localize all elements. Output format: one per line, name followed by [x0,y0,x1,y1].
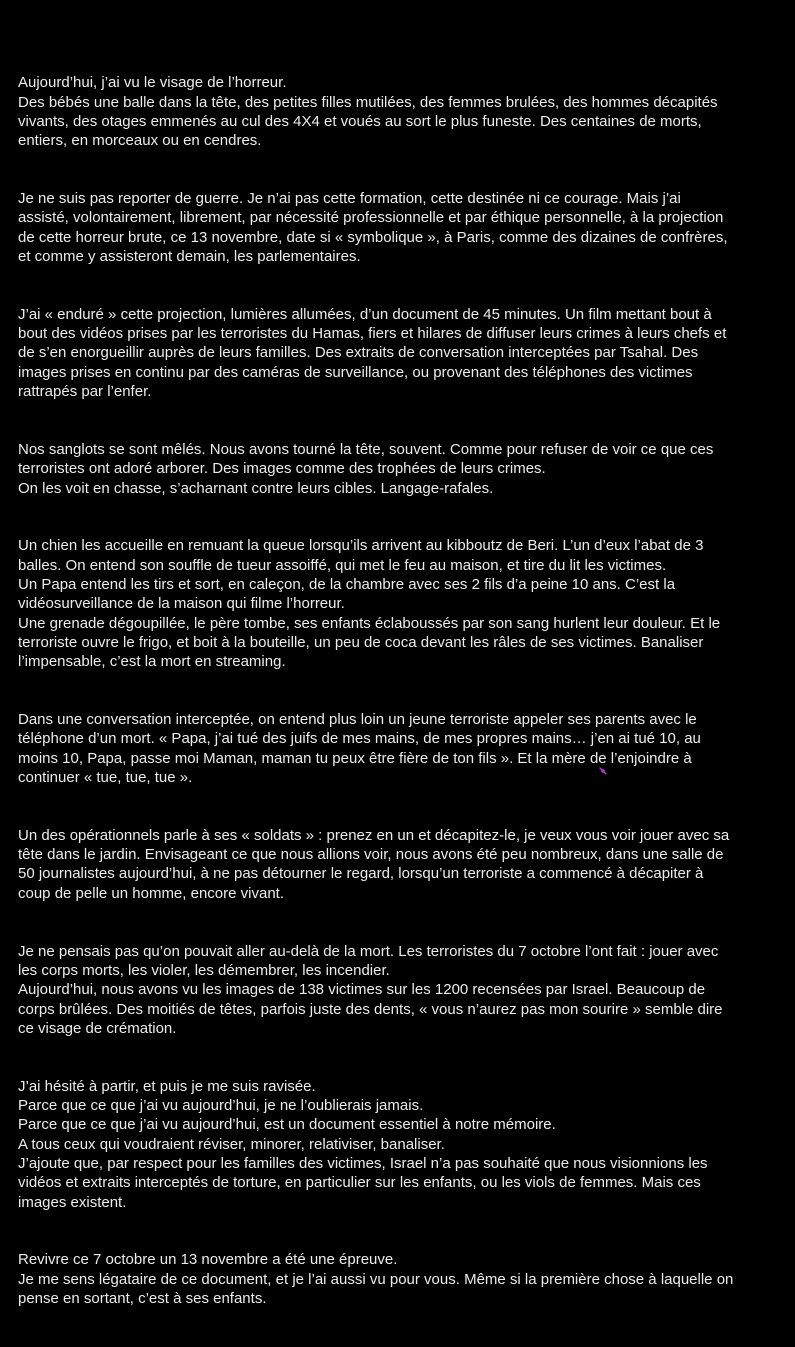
paragraph-1: Aujourd’hui, j’ai vu le visage de l’horreur. Des bébés une balle dans la tête, des petites filles mutilées, des femmes brulées, des hommes décapités vivants, des otages emmenés au cul des 4X4 et voués au sort le plus funeste. Des centaines de morts, entiers, en morceaux ou en cendres. [18,74,718,150]
paragraph-4: Nos sanglots se sont mêlés. Nous avons tourné la tête, souvent. Comme pour refuser de voir ce que ces terroristes ont adoré arborer. Des images comme des trophées de leurs crimes. On les voit en chasse, s’acharnant contre leurs cibles. Langage-rafales. [18,440,714,497]
paragraph-6: Dans une conversation interceptée, on entend plus loin un jeune terroriste appeler ses parents avec le téléphone d’un mort. « Papa, j’ai tué des juifs de mes mains, de mes propres mains… j’en ai tué 10, au moins 10, Papa, passe moi Maman, maman tu peux être fière de ton fils ». Et la mère de l’enjoindre à continuer « tue, tue, tue ». [18,711,701,786]
paragraph-8: Je ne pensais pas qu’on pouvait aller au-delà de la mort. Les terroristes du 7 octobre l’ont fait : jouer avec les corps morts, les violer, les démembrer, les incendier. Aujourd’hui, nous avons vu les images de 138 victimes sur les 1200 recensées par Israel. Beaucoup de corps brûlées. Des moitiés de têtes, parfois juste des dents, « vous n’aurez pas mon sourire » semble dire ce visage de crémation. [18,942,723,1037]
paragraph-5: Un chien les accueille en remuant la queue lorsqu’ils arrivent au kibboutz de Beri. L’un d’eux l’abat de 3 balles. On entend son souffle de tueur assoiffé, qui met le feu au maison, et tire du lit les victimes. Un Papa entend les tirs et sort, en caleçon, de la chambre avec ses 2 fils d’a peine 10 ans. C’est la vidéosurveillance de la maison qui filme l’horreur. Une grenade dégoupillée, le père tombe, ses enfants éclaboussés par son sang hurlent leur douleur. Et le terroriste ouvre le frigo, et boit à la bouteille, un peu de coca devant les râles de ses victimes. Banaliser l’impensable, c’est la mort en streaming. [18,537,721,671]
sparkle-icon [598,766,608,776]
article-text [18,54,795,1347]
paragraph-7: Un des opérationnels parle à ses « soldats » : prenez en un et décapitez-le, je veux vous voir jouer avec sa tête dans le jardin. Envisageant ce que nous allions voir, nous avons été peu nombreux, dans une salle de 50 journalistes aujourd’hui, à ne pas détourner le regard, lorsqu’un terroriste a commencé à décapiter à coup de pelle un homme, encore vivant. [18,826,730,902]
paragraph-3: J’ai « enduré » cette projection, lumières allumées, d’un document de 45 minutes. Un film mettant bout à bout des vidéos prises par les terroristes du Hamas, fiers et hilares de diffuser leurs crimes à leurs chefs et de s’en enorgueillir auprès de leurs familles. Des extraits de conversation interceptées par Tsahal. Des images prises en continu par des caméras de surveillance, ou provenant des téléphones des victimes rattrapés par l’enfer. [18,305,727,401]
paragraph-10: Revivre ce 7 octobre un 13 novembre a été une épreuve. Je me sens légataire de ce document, et je l’ai aussi vu pour vous. Même si la première chose à laquelle on pense en sortant, c’est à ses enfants. [18,1251,734,1307]
paragraph-2: Je ne suis pas reporter de guerre. Je n’ai pas cette formation, cette destinée ni ce courage. Mais j’ai assisté, volontairement, librement, par nécessité professionnelle et par éthique personnelle, à la projection de cette horreur brute, ce 13 novembre, date si « symbolique », à Paris, comme des dizaines de confrères, et comme y assisteront demain, les parlementaires. [18,190,728,265]
paragraph-9: J’ai hésité à partir, et puis je me suis ravisée. Parce que ce que j’ai vu aujourd’hui, je ne l’oublierais jamais. Parce que ce que j’ai vu aujourd’hui, est un document essentiel à notre mémoire. A tous ceux qui voudraient réviser, minorer, relativiser, banaliser. J’ajoute que, par respect pour les familles des victimes, Israel n’a pas souhaité que nous visionnions les vidéos et extraits interceptés de torture, en particulier sur les enfants, ou les viols de femmes. Mais ces images existent. [18,1077,708,1211]
